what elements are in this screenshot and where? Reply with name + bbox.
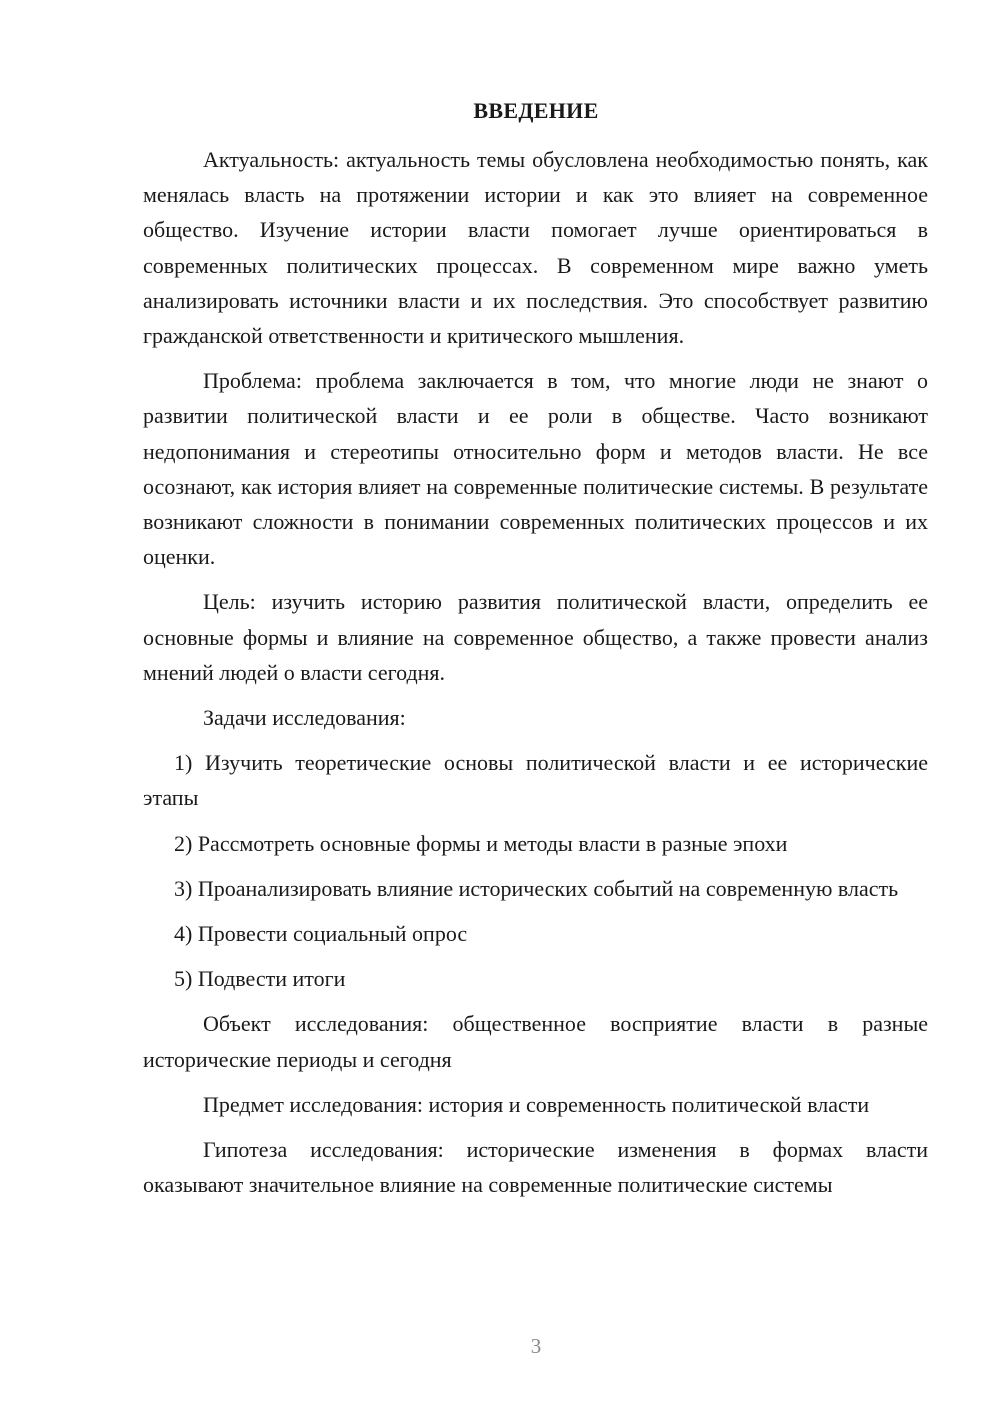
- relevance-paragraph: Актуальность: актуальность темы обусловлена необходимостью понять, как менялась власть на протяжении истории и как это влияет на современное общество. Изучение истории власти помогает лучше ориентироваться в современных политических процессах. В современном мире важно уметь анализировать источники власти и их последствия. Это способствует развитию гражданской ответственности и критического мышления.: [143, 147, 928, 349]
- task-item: 2) Рассмотреть основные формы и методы власти в разные эпохи: [174, 830, 788, 856]
- task-item: 1) Изучить теоретические основы политической власти и ее исторические этапы: [143, 750, 928, 811]
- goal-paragraph: Цель: изучить историю развития политической власти, определить ее основные формы и влияние на современное общество, а также провести анализ мнений людей о власти сегодня.: [143, 589, 928, 685]
- task-item: 3) Проанализировать влияние исторических событий на современную власть: [174, 875, 899, 901]
- tasks-heading: Задачи исследования:: [203, 705, 406, 731]
- problem-paragraph: Проблема: проблема заключается в том, что многие люди не знают о развитии политической власти и ее роли в обществе. Часто возникают недопонимания и стереотипы относительно форм и методов власти. Не все осознают, как история влияет на современные политические системы. В результате возникают сложности в понимании современных политических процессов и их оценки.: [143, 368, 928, 570]
- page-title: ВВЕДЕНИЕ: [473, 98, 599, 123]
- object-paragraph: Объект исследования: общественное восприятие власти в разные исторические периоды и сегодня: [143, 1011, 928, 1072]
- body-text: [143, 142, 928, 1212]
- task-item: 4) Провести социальный опрос: [174, 921, 468, 947]
- task-item: 5) Подвести итоги: [174, 966, 346, 992]
- hypothesis-paragraph: Гипотеза исследования: исторические изменения в формах власти оказывают значительное влияние на современные политические системы: [143, 1137, 928, 1198]
- page-number: 3: [530, 1334, 542, 1358]
- subject-paragraph: Предмет исследования: история и современность политической власти: [203, 1091, 870, 1117]
